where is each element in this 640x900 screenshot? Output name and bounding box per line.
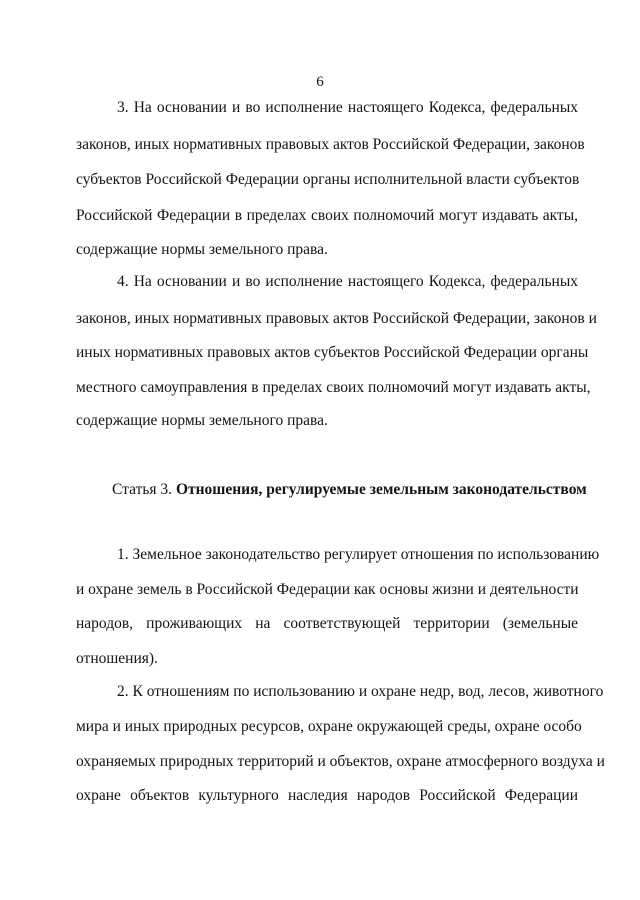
article-3-paragraph-2-line-3: охраняемых природных территорий и объектов, охране атмосферного воздуха и [76, 753, 605, 770]
paragraph-3-line-2: законов, иных нормативных правовых актов Российской Федерации, законов [76, 136, 585, 153]
paragraph-3-line-5: содержащие нормы земельного права. [76, 241, 328, 258]
article-3-paragraph-1-line-2: и охране земель в Российской Федерации как основы жизни и деятельности [76, 581, 579, 598]
paragraph-4-line-3: иных нормативных правовых актов субъектов Российской Федерации органы [76, 344, 589, 361]
article-3-paragraph-2-line-1: 2. К отношениям по использованию и охране недр, вод, лесов, животного [117, 683, 604, 700]
paragraph-4-line-2: законов, иных нормативных правовых актов Российской Федерации, законов и [76, 310, 597, 327]
article-3-paragraph-2-line-4: охране объектов культурного наследия народов Российской Федерации [76, 787, 578, 804]
article-3-paragraph-1-line-1: 1. Земельное законодательство регулирует отношения по использованию [117, 546, 600, 563]
paragraph-4-line-5: содержащие нормы земельного права. [76, 412, 328, 429]
paragraph-4-line-1: 4. На основании и во исполнение настоящего Кодекса, федеральных [117, 273, 578, 290]
article-heading-title: Отношения, регулируемые земельным законодательством [175, 481, 587, 498]
article-heading-prefix: Статья 3. [112, 481, 173, 498]
article-3-paragraph-2-line-2: мира и иных природных ресурсов, охране окружающей среды, охране особо [76, 718, 582, 735]
article-3-paragraph-1-line-4: отношения). [76, 650, 158, 667]
paragraph-3-line-3: субъектов Российской Федерации органы исполнительной власти субъектов [76, 171, 580, 188]
article-heading [112, 480, 587, 500]
paragraph-3-line-1: 3. На основании и во исполнение настоящего Кодекса, федеральных [117, 99, 578, 116]
page-number: 6 [316, 74, 324, 90]
article-3-paragraph-1-line-3: народов, проживающих на соответствующей территории (земельные [76, 615, 578, 632]
paragraph-3-line-4: Российской Федерации в пределах своих полномочий могут издавать акты, [76, 207, 578, 224]
paragraph-4-line-4: местного самоуправления в пределах своих полномочий могут издавать акты, [76, 379, 591, 396]
